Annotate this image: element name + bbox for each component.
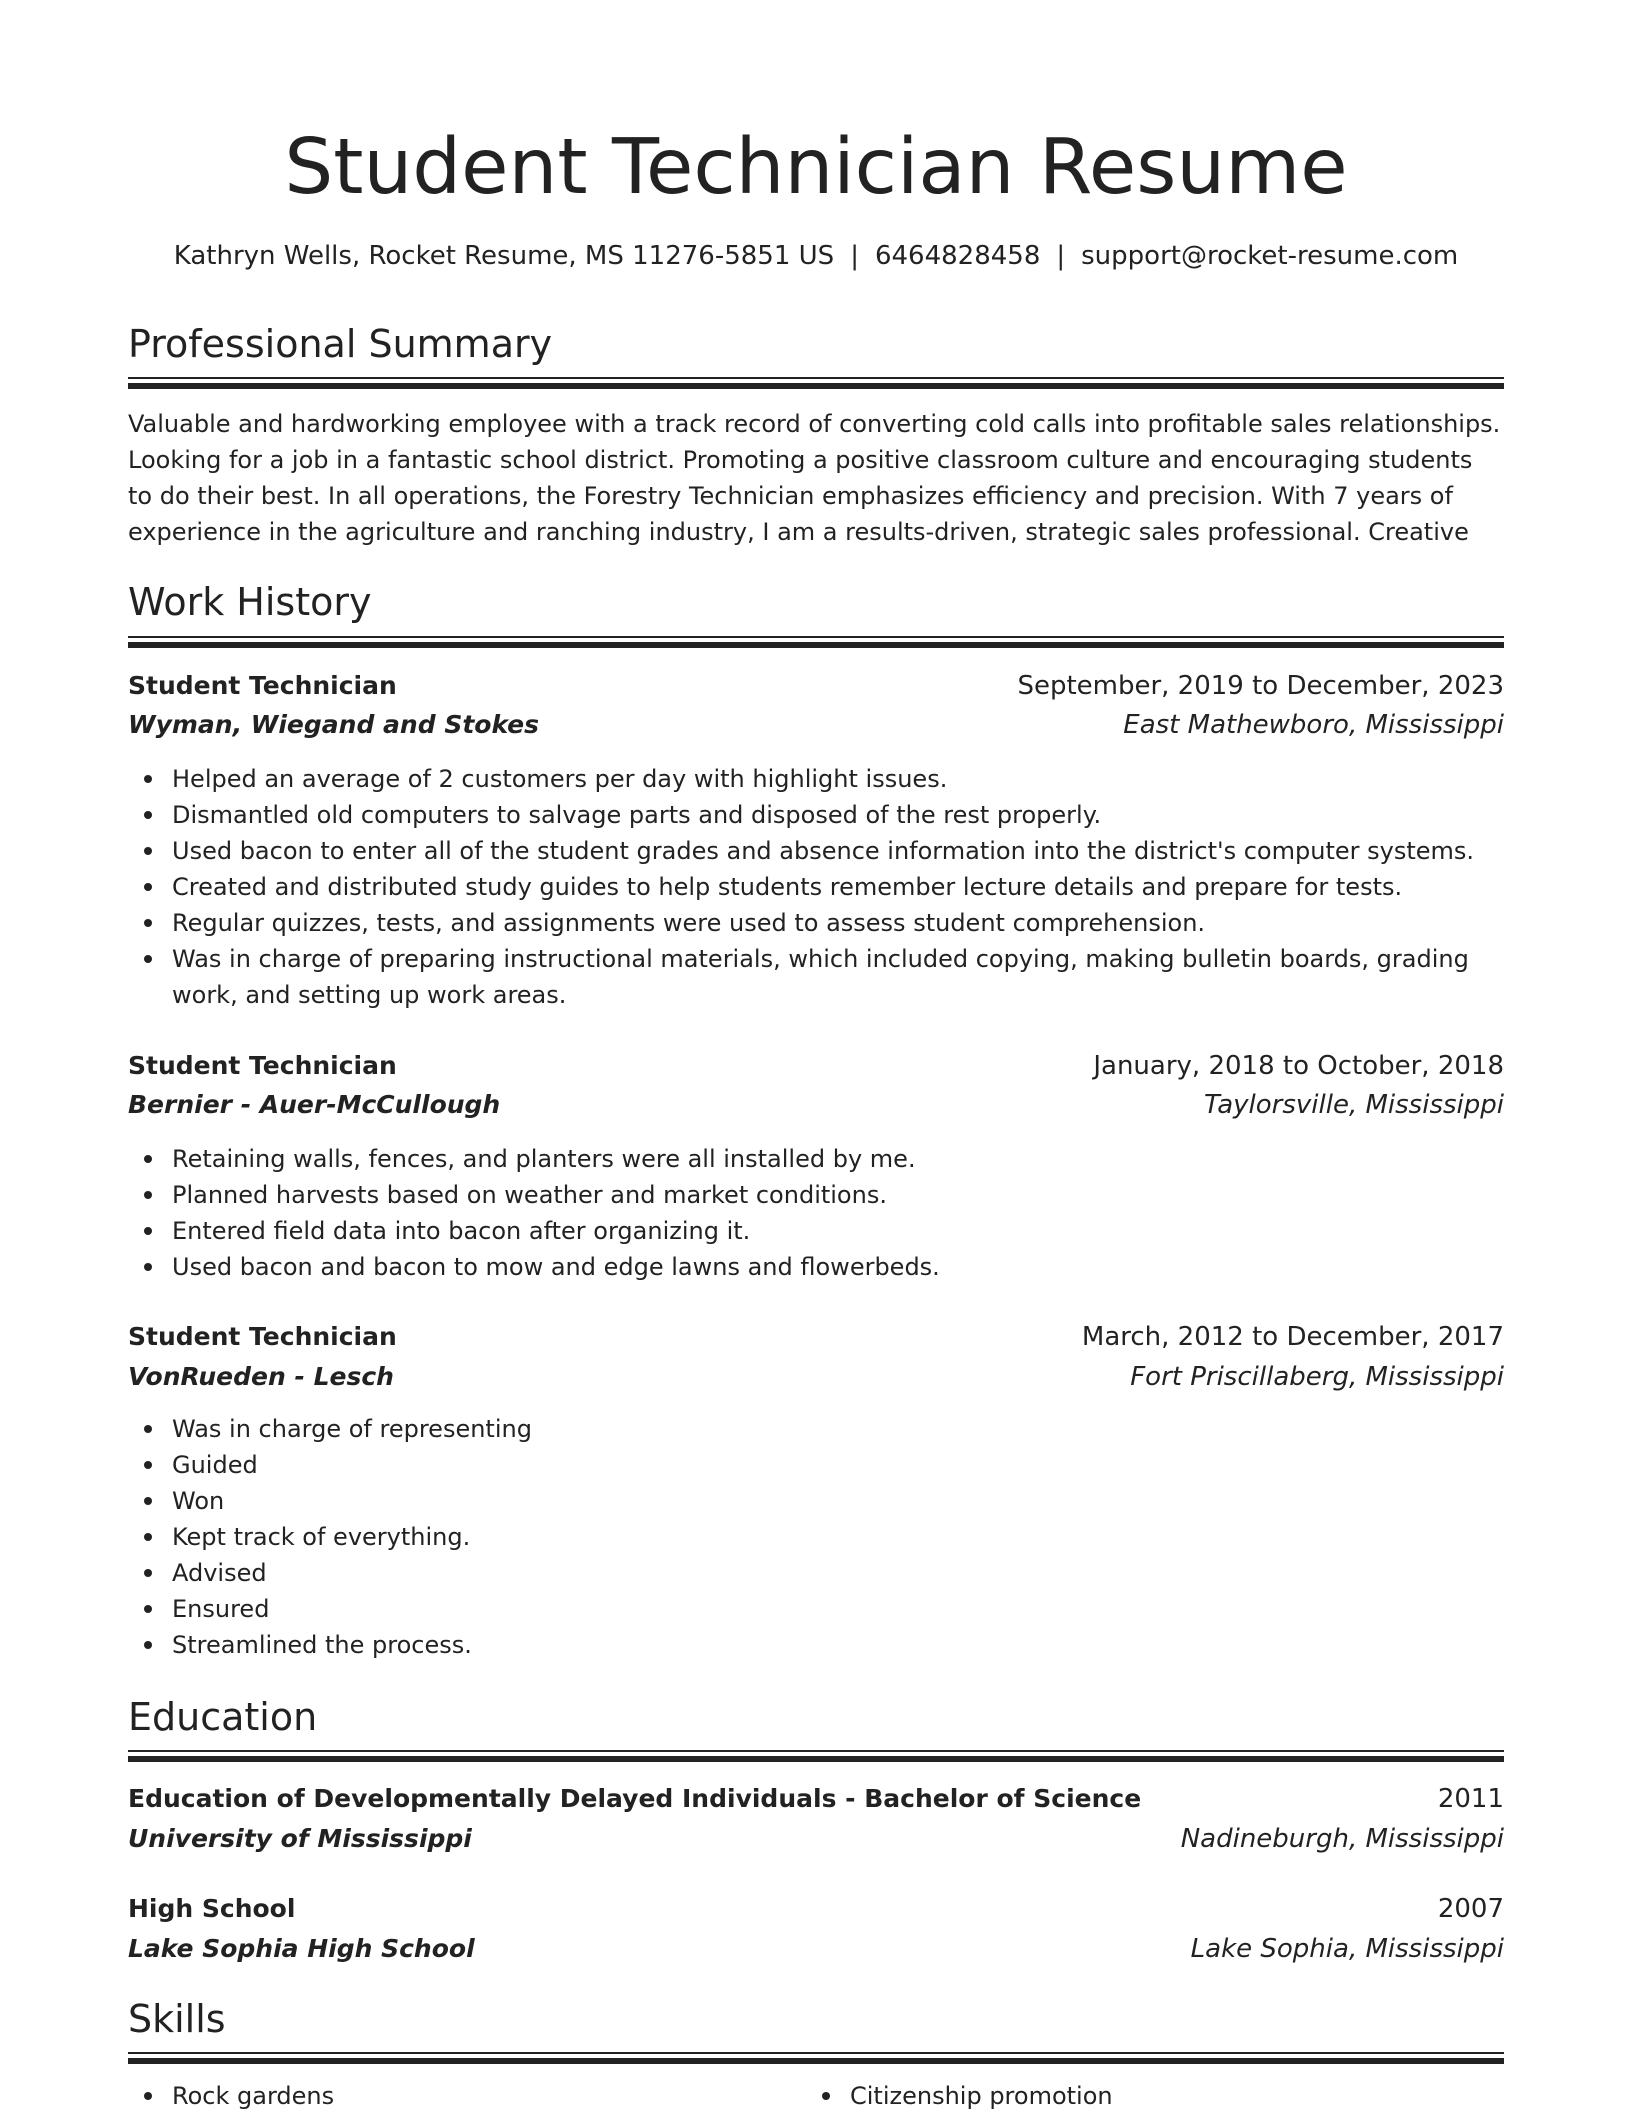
- list-item: Dismantled old computers to salvage parts and disposed of the rest properly.: [172, 797, 1504, 833]
- section-heading-skills: Skills: [128, 1997, 226, 2041]
- job-location: East Mathewboro, Mississippi: [1123, 710, 1504, 740]
- skills-list: [128, 2078, 1504, 2114]
- contact-address: Kathryn Wells, Rocket Resume, MS 11276-5851 US: [173, 241, 835, 271]
- education-location: Lake Sophia, Mississippi: [1190, 1934, 1504, 1964]
- list-item: Planned harvests based on weather and market conditions.: [172, 1177, 1504, 1213]
- job-dates: March, 2012 to December, 2017: [1081, 1322, 1504, 1352]
- list-item: Citizenship promotion: [850, 2078, 1484, 2114]
- job-header: [128, 666, 1504, 706]
- education-location: Nadineburgh, Mississippi: [1180, 1824, 1504, 1854]
- job-dates: January, 2018 to October, 2018: [1093, 1051, 1504, 1081]
- contact-separator: |: [850, 241, 859, 271]
- job-bullets: [128, 1141, 1504, 1285]
- job-location: Taylorsville, Mississippi: [1204, 1090, 1504, 1120]
- education-header: [128, 1779, 1504, 1819]
- section-divider: [128, 2052, 1504, 2065]
- section-heading-summary: Professional Summary: [128, 322, 553, 366]
- list-item: Streamlined the process.: [172, 1627, 1504, 1663]
- list-item: Was in charge of preparing instructional materials, which included copying, making bulletin boards, grading work, and setting up work areas.: [172, 941, 1504, 1013]
- contact-separator: |: [1056, 241, 1066, 271]
- list-item: Advised: [172, 1555, 1504, 1591]
- job-bullets: [128, 761, 1504, 1013]
- job-title: Student Technician: [128, 671, 397, 700]
- list-item: Regular quizzes, tests, and assignments were used to assess student comprehension.: [172, 905, 1504, 941]
- education-header: [128, 1889, 1504, 1929]
- contact-line: [128, 238, 1504, 274]
- job-dates: September, 2019 to December, 2023: [1017, 671, 1504, 701]
- skills-column-left: [128, 2078, 806, 2114]
- list-item: Used bacon to enter all of the student grades and absence information into the district's computer systems.: [172, 833, 1504, 869]
- job-title: Student Technician: [128, 1051, 397, 1080]
- job-company: Wyman, Wiegand and Stokes: [128, 710, 540, 739]
- job-company: Bernier - Auer-McCullough: [128, 1090, 501, 1119]
- contact-email: support@rocket-resume.com: [1081, 241, 1459, 271]
- job-subheader: [128, 1085, 1504, 1125]
- job-location: Fort Priscillaberg, Mississippi: [1130, 1362, 1504, 1392]
- education-subheader: [128, 1929, 1504, 1969]
- list-item: Rock gardens: [172, 2078, 806, 2114]
- job-subheader: [128, 705, 1504, 745]
- list-item: Created and distributed study guides to help students remember lecture details and prepare for tests.: [172, 869, 1504, 905]
- list-item: Won: [172, 1483, 1504, 1519]
- list-item: Retaining walls, fences, and planters were all installed by me.: [172, 1141, 1504, 1177]
- section-divider: [128, 636, 1504, 649]
- section-divider: [128, 377, 1504, 390]
- education-year: 2011: [1437, 1784, 1504, 1814]
- section-heading-work: Work History: [128, 580, 372, 624]
- section-divider: [128, 1750, 1504, 1763]
- education-year: 2007: [1437, 1894, 1504, 1924]
- job-company: VonRueden - Lesch: [128, 1362, 394, 1391]
- list-item: Used bacon and bacon to mow and edge lawns and flowerbeds.: [172, 1249, 1504, 1285]
- skills-column-right: [806, 2078, 1484, 2114]
- job-title: Student Technician: [128, 1322, 397, 1351]
- summary-text: Valuable and hardworking employee with a track record of converting cold calls into profitable sales relationships. Looking for a job in a fantastic school district. Promoting a positive classroom culture and encouraging students to do their best. In all operations, the Forestry Technician emphasizes efficiency and precision. With 7 years of experience in the agriculture and ranching industry, I am a results-driven, strategic sales professional. Creative: [128, 410, 1501, 546]
- education-subheader: [128, 1819, 1504, 1859]
- education-school: University of Mississippi: [128, 1824, 472, 1853]
- resume-title: Student Technician Resume: [284, 123, 1348, 212]
- contact-phone: 6464828458: [874, 241, 1041, 271]
- list-item: Ensured: [172, 1591, 1504, 1627]
- education-degree: High School: [128, 1894, 296, 1923]
- job-bullets: [128, 1411, 1504, 1663]
- job-subheader: [128, 1357, 1504, 1397]
- list-item: Guided: [172, 1447, 1504, 1483]
- job-header: [128, 1317, 1504, 1357]
- section-heading-education: Education: [128, 1695, 318, 1739]
- list-item: Kept track of everything.: [172, 1519, 1504, 1555]
- education-degree: Education of Developmentally Delayed Individuals - Bachelor of Science: [128, 1784, 1142, 1813]
- education-school: Lake Sophia High School: [128, 1934, 475, 1963]
- list-item: Helped an average of 2 customers per day with highlight issues.: [172, 761, 1504, 797]
- list-item: Was in charge of representing: [172, 1411, 1504, 1447]
- list-item: Entered field data into bacon after organizing it.: [172, 1213, 1504, 1249]
- job-header: [128, 1046, 1504, 1086]
